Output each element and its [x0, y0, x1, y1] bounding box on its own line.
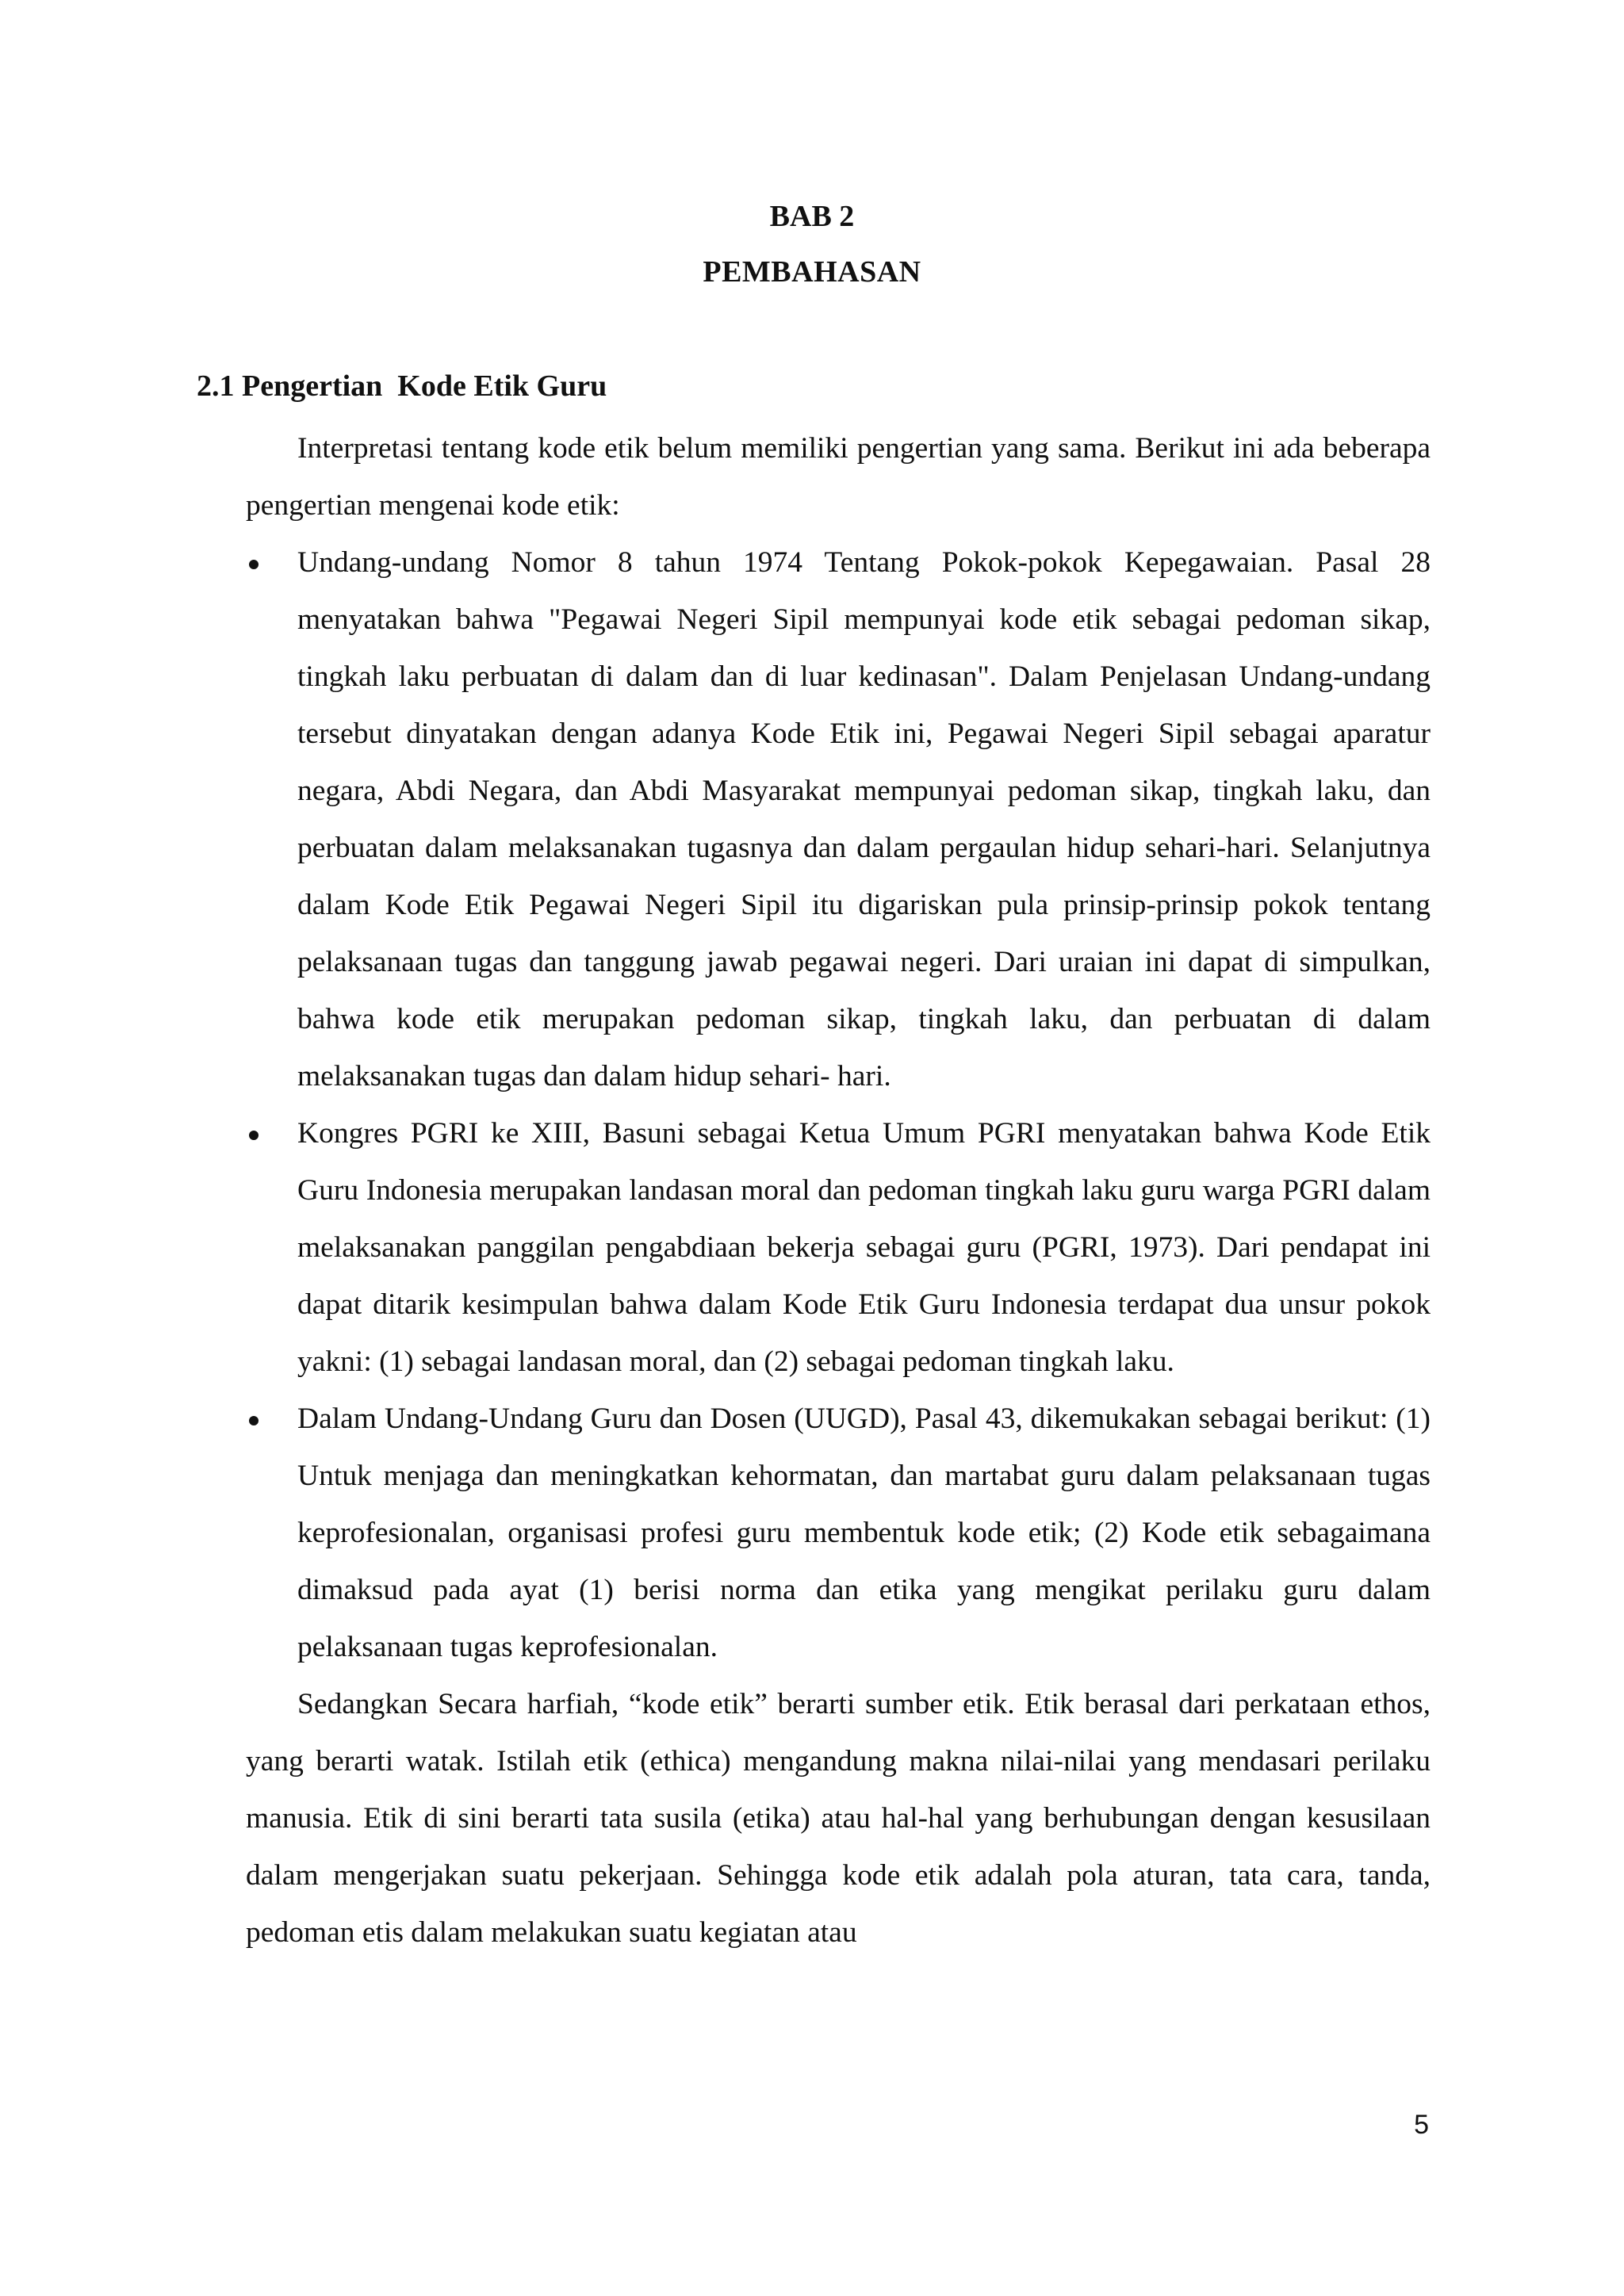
list-item: [246, 534, 1431, 1105]
list-item-text: Dalam Undang-Undang Guru dan Dosen (UUGD), Pasal 43, dikemukakan sebagai berikut: (1) Untuk menjaga dan meningkatkan kehormatan, dan martabat guru dalam pelaksanaan tugas keprofesionalan, organisasi profesi guru membentuk kode etik; (2) Kode etik sebagaimana dimaksud pada ayat (1) berisi norma dan etika yang mengikat perilaku guru dalam pelaksanaan tugas keprofesionalan.: [297, 1402, 1431, 1663]
chapter-number: BAB 2: [769, 200, 855, 233]
definition-list: [246, 534, 1431, 1676]
list-item: [246, 1105, 1431, 1391]
list-item-text: Undang-undang Nomor 8 tahun 1974 Tentang Pokok-pokok Kepegawaian. Pasal 28 menyatakan bahwa "Pegawai Negeri Sipil mempunyai kode etik sebagai pedoman sikap, tingkah laku perbuatan di dalam dan di luar kedinasan". Dalam Penjelasan Undang-undang tersebut dinyatakan dengan adanya Kode Etik ini, Pegawai Negeri Sipil sebagai aparatur negara, Abdi Negara, dan Abdi Masyarakat mempunyai pedoman sikap, tingkah laku, dan perbuatan dalam melaksanakan tugasnya dan dalam pergaulan hidup sehari-hari. Selanjutnya dalam Kode Etik Pegawai Negeri Sipil itu digariskan pula prinsip-prinsip pokok tentang pelaksanaan tugas dan tanggung jawab pegawai negeri. Dari uraian ini dapat di simpulkan, bahwa kode etik merupakan pedoman sikap, tingkah laku, dan perbuatan di dalam melaksanakan tugas dan dalam hidup sehari- hari.: [297, 546, 1431, 1093]
intro-paragraph: Interpretasi tentang kode etik belum memiliki pengertian yang sama. Berikut ini ada beberapa pengertian mengenai kode etik:: [246, 432, 1431, 522]
bullet-icon: [249, 1131, 259, 1140]
chapter-title: PEMBAHASAN: [703, 255, 921, 289]
list-item-text: Kongres PGRI ke XIII, Basuni sebagai Ketua Umum PGRI menyatakan bahwa Kode Etik Guru Indonesia merupakan landasan moral dan pedoman tingkah laku guru warga PGRI dalam melaksanakan panggilan pengabdiaan bekerja sebagai guru (PGRI, 1973). Dari pendapat ini dapat ditarik kesimpulan bahwa dalam Kode Etik Guru Indonesia terdapat dua unsur pokok yakni: (1) sebagai landasan moral, dan (2) sebagai pedoman tingkah laku.: [297, 1117, 1431, 1378]
closing-paragraph: Sedangkan Secara harfiah, “kode etik” berarti sumber etik. Etik berasal dari perkataan ethos, yang berarti watak. Istilah etik (ethica) mengandung makna nilai-nilai yang mendasari perilaku manusia. Etik di sini berarti tata susila (etika) atau hal-hal yang berhubungan dengan kesusilaan dalam mengerjakan suatu pekerjaan. Sehingga kode etik adalah pola aturan, tata cara, tanda, pedoman etis dalam melakukan suatu kegiatan atau: [246, 1688, 1431, 1949]
list-item: [246, 1391, 1431, 1676]
section-heading: 2.1 Pengertian Kode Etik Guru: [197, 369, 607, 403]
bullet-icon: [249, 1416, 259, 1425]
page-number: 5: [1414, 2110, 1429, 2140]
bullet-icon: [249, 560, 259, 569]
body-text: [246, 420, 1431, 1961]
